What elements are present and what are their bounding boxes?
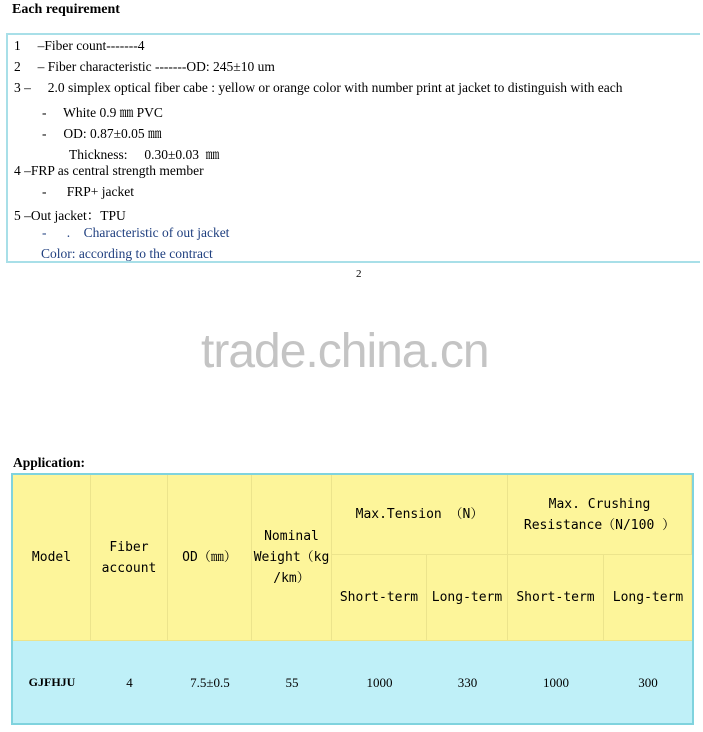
requirement-line-5a: - . Characteristic of out jacket (42, 225, 230, 240)
header-od (168, 475, 252, 641)
header-nominal-weight (252, 475, 332, 641)
requirement-line-3: 3 – 2.0 simplex optical fiber cabe : yellow or orange color with number print at jacket to distinguish with each (14, 80, 623, 95)
watermark: trade.china.cn (201, 325, 489, 378)
requirement-line-5: 5 –Out jacket：TPU (14, 208, 126, 223)
application-heading: Application: (13, 455, 86, 470)
table-cell-tension-short: 1000 (366, 674, 393, 690)
requirement-line-3a: - White 0.9 ㎜ PVC (42, 105, 163, 120)
header-weight-line3: /km） (273, 571, 310, 586)
header-crushing-line1: Max. Crushing (548, 496, 651, 512)
requirement-line-2: 2 – Fiber characteristic -------OD: 245±10 um (14, 59, 275, 74)
application-table (11, 473, 694, 725)
header-model-label: Model (31, 550, 72, 565)
header-tension-short (332, 555, 427, 641)
requirement-line-3b: - OD: 0.87±0.05 ㎜ (42, 126, 162, 141)
requirements-heading: Each requirement (12, 2, 120, 17)
table-cell-fiber: 4 (126, 674, 133, 690)
table-cell-model: GJFHJU (28, 674, 76, 689)
table-cell-crush-long: 300 (638, 674, 658, 690)
header-weight-line1: Nominal (264, 529, 319, 544)
header-weight-line2: Weight（kg (253, 550, 330, 565)
header-tension-label: Max.Tension （N） (355, 507, 484, 522)
requirement-line-1: 1 –Fiber count-------4 (14, 38, 145, 53)
header-crushing-line2: Resistance（N/100 ） (523, 517, 676, 533)
table-cell-tension-long: 330 (457, 674, 478, 690)
header-crush-long (604, 555, 692, 641)
header-fiber-line2: account (101, 560, 157, 576)
header-fiber-line1: Fiber (109, 539, 149, 555)
page-number: 2 (356, 268, 362, 280)
requirement-line-4: 4 –FRP as central strength member (14, 163, 204, 178)
header-fiber-account (91, 475, 168, 641)
requirement-line-3c: Thickness: 0.30±0.03 ㎜ (69, 147, 220, 162)
table-cell-weight: 55 (285, 674, 299, 690)
header-od-label: OD（㎜） (182, 550, 237, 565)
header-tension-short-label: Short-term (339, 590, 419, 605)
header-crush-long-label: Long-term (612, 590, 684, 605)
requirement-line-4a: - FRP+ jacket (42, 184, 134, 199)
requirement-line-5b: Color: according to the contract (41, 246, 213, 261)
table-cell-od: 7.5±0.5 (190, 674, 230, 690)
header-max-crushing (508, 475, 692, 555)
header-model (13, 475, 91, 641)
header-max-tension (332, 475, 508, 555)
table-cell-crush-short: 1000 (543, 674, 569, 690)
header-crush-short (508, 555, 604, 641)
header-tension-long (427, 555, 508, 641)
header-crush-short-label: Short-term (516, 590, 595, 605)
requirements-box (6, 33, 700, 263)
header-tension-long-label: Long-term (431, 590, 503, 605)
